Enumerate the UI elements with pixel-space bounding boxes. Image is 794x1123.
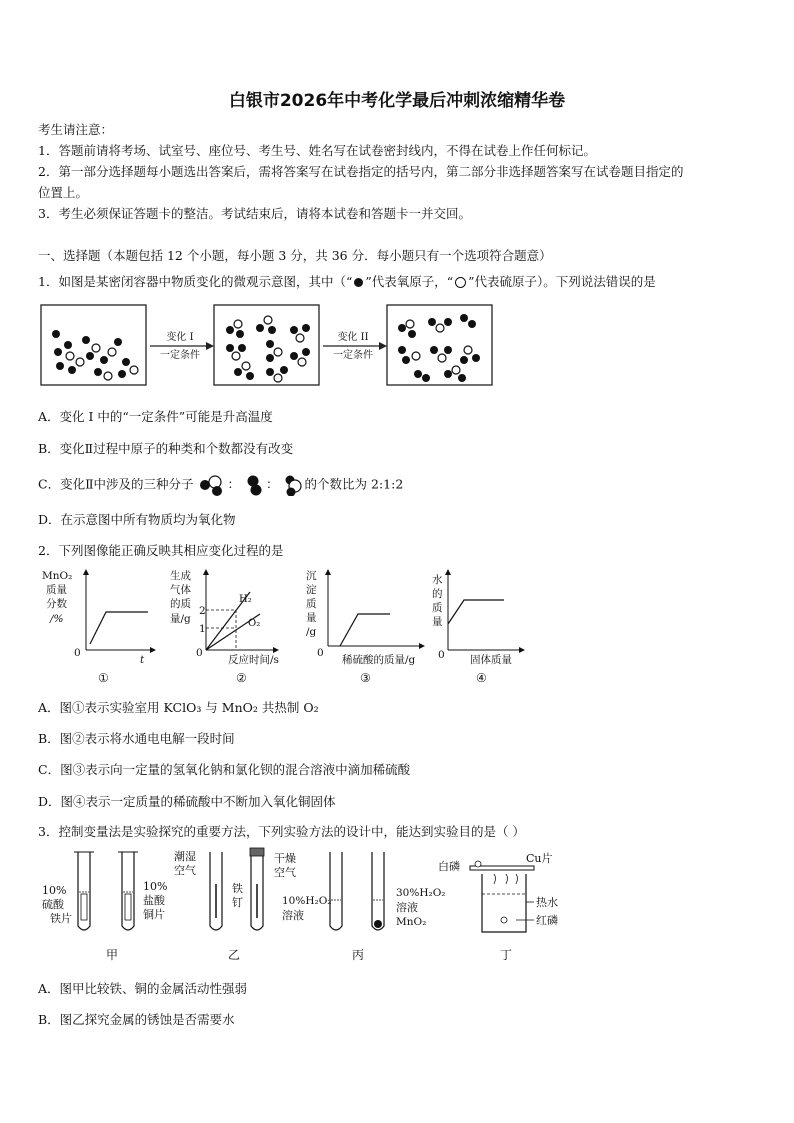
q1-stem-part: ”代表硫原子）。下列说法错误的是 (468, 274, 656, 289)
q3-apparatus (38, 844, 598, 968)
apparatus-yi (174, 848, 296, 962)
page-title: 白银市2026年中考化学最后冲刺浓缩精华卷 (228, 91, 566, 111)
yi-label: 铁 (232, 882, 243, 895)
g4-ylabel: 的 (432, 588, 443, 600)
yi-label: 空气 (174, 864, 196, 877)
bing-label: 溶液 (396, 901, 418, 914)
g2-line-label: H₂ (239, 594, 252, 605)
q1-stem-part: ”代表氧原子，“ (365, 274, 454, 289)
g1-ylabel: 质量 (46, 584, 67, 596)
notice-heading: 考生请注意： (38, 122, 114, 137)
q1-option-c (38, 474, 403, 496)
ding-label: 热水 (536, 896, 558, 909)
arrow2-top-label: 变化 II (337, 332, 369, 343)
g1-ylabel: 分数 (46, 598, 67, 610)
g4-ylabel: 质 (432, 602, 443, 614)
o2-molecule-icon (244, 474, 266, 496)
jia-label: 铁片 (50, 912, 72, 925)
g3-xlabel: 稀硫酸的质量/g (342, 654, 416, 666)
q1-option-a: A．变化 I 中的“一定条件”可能是升高温度 (38, 409, 273, 424)
yi-name: 乙 (228, 948, 241, 962)
q1-option-d: D．在示意图中所有物质均为氧化物 (38, 512, 236, 527)
q2-stem: 2．下列图像能正确反映其相应变化过程的是 (38, 543, 284, 558)
g2-tick: 1 (199, 623, 206, 635)
q2-option-c: C．图③表示向一定量的氢氧化钠和氯化钡的混合溶液中滴加稀硫酸 (38, 762, 411, 777)
g3-ylabel: 量 (306, 612, 317, 624)
ding-name: 丁 (500, 948, 513, 962)
apparatus-ding (438, 851, 558, 962)
oxygen-atom-icon (354, 278, 363, 287)
bing-label: MnO₂ (396, 916, 427, 928)
q1-option-c-part: C．变化Ⅱ中涉及的三种分子 (38, 476, 194, 492)
g3-ylabel: 淀 (306, 584, 317, 596)
jia-label: 铜片 (143, 908, 165, 921)
q1-option-c-part: ： (266, 476, 279, 492)
notice-item: 位置上。 (38, 185, 89, 200)
jia-label: 盐酸 (143, 894, 165, 907)
q2-option-d: D．图④表示一定质量的稀硫酸中不断加入氧化铜固体 (38, 794, 336, 809)
ding-label: Cu片 (526, 852, 553, 865)
graph-3 (306, 570, 422, 685)
notice-item: 2．第一部分选择题每小题选出答案后，需将答案写在试卷指定的括号内，第二部分非选择题答案写在试卷题目指定的 (38, 164, 684, 179)
g4-ylabel: 水 (432, 574, 443, 586)
jia-label: 10% (42, 884, 67, 897)
bing-name: 丙 (352, 948, 365, 962)
q1-option-c-part: ： (227, 476, 241, 492)
g1-ylabel: MnO₂ (42, 570, 73, 582)
ding-label: 红磷 (536, 914, 558, 927)
g2-ylabel: 气体 (170, 584, 191, 596)
q1-option-c-part: 的个数比为 2:1:2 (304, 476, 404, 492)
g2-ylabel: 生成 (170, 570, 191, 582)
g2-xlabel: 反应时间/s (228, 654, 279, 666)
yi-label: 空气 (274, 866, 296, 879)
g3-ylabel: /g (306, 626, 317, 638)
jia-name: 甲 (106, 948, 119, 962)
g2-ylabel: 的质 (170, 598, 191, 610)
g4-origin: 0 (438, 649, 445, 661)
notice-item: 3．考生必须保证答题卡的整洁。考试结束后，请将本试卷和答题卡一并交回。 (38, 206, 471, 221)
graph-1 (42, 570, 153, 685)
q3-option-b: B．图乙探究金属的锈蚀是否需要水 (38, 1012, 235, 1027)
ding-label: 白磷 (438, 860, 460, 873)
q2-graphs (38, 566, 538, 686)
graph-4 (432, 572, 522, 685)
q1-option-b: B．变化Ⅱ过程中原子的种类和个数都没有改变 (38, 441, 294, 456)
g4-xlabel: 固体质量 (470, 654, 512, 666)
q3-option-a: A．图甲比较铁、铜的金属活动性强弱 (38, 981, 248, 996)
arrow1-top-label: 变化 I (166, 332, 194, 343)
bing-label: 10%H₂O₂ (282, 895, 332, 907)
g1-ylabel: /% (50, 613, 64, 625)
section-heading: 一、选择题（本题包括 12 个小题，每小题 3 分，共 36 分．每小题只有一个选项符合题意） (38, 248, 552, 263)
g2-line-label: O₂ (248, 618, 261, 629)
g1-number: ① (98, 671, 109, 685)
q1-micro-diagram (38, 300, 498, 392)
g1-origin: 0 (74, 647, 81, 659)
jia-label: 10% (143, 880, 168, 893)
g2-number: ② (236, 671, 247, 685)
g2-ylabel: 量/g (170, 613, 191, 625)
g4-ylabel: 量 (432, 616, 443, 628)
graph-2 (170, 569, 279, 685)
q1-stem (38, 272, 656, 290)
apparatus-jia (42, 852, 167, 962)
jia-label: 硫酸 (42, 898, 64, 911)
q2-option-a: A．图①表示实验室用 KClO₃ 与 MnO₂ 共热制 O₂ (38, 700, 319, 715)
arrow2-bottom-label: 一定条件 (333, 350, 373, 361)
q1-stem-part: 1．如图是某密闭容器中物质变化的微观示意图，其中（“ (38, 274, 353, 289)
notice-item: 1．答题前请将考场、试室号、座位号、考生号、姓名写在试卷密封线内，不得在试卷上作任何标记。 (38, 143, 596, 158)
arrow1-bottom-label: 一定条件 (160, 350, 200, 361)
g3-ylabel: 质 (306, 598, 317, 610)
yi-label: 钉 (232, 896, 243, 909)
apparatus-bing (282, 852, 446, 962)
so2-molecule-icon (198, 474, 228, 496)
g4-number: ④ (476, 671, 487, 685)
bing-label: 30%H₂O₂ (396, 887, 446, 899)
g3-ylabel: 沉 (306, 570, 317, 582)
g3-number: ③ (360, 671, 371, 685)
g2-origin: 0 (196, 647, 203, 659)
g2-tick: 2 (199, 605, 206, 617)
yi-label: 潮湿 (174, 850, 196, 863)
g3-origin: 0 (317, 647, 324, 659)
q2-option-b: B．图②表示将水通电电解一段时间 (38, 731, 235, 746)
bing-label: 溶液 (282, 909, 304, 922)
so3-molecule-icon (283, 474, 305, 496)
yi-label: 干燥 (274, 852, 296, 865)
sulfur-atom-icon (455, 277, 466, 288)
g1-xlabel: t (140, 654, 145, 666)
q3-stem: 3．控制变量法是实验探究的重要方法，下列实验方法的设计中，能达到实验目的是（ ） (38, 824, 525, 839)
